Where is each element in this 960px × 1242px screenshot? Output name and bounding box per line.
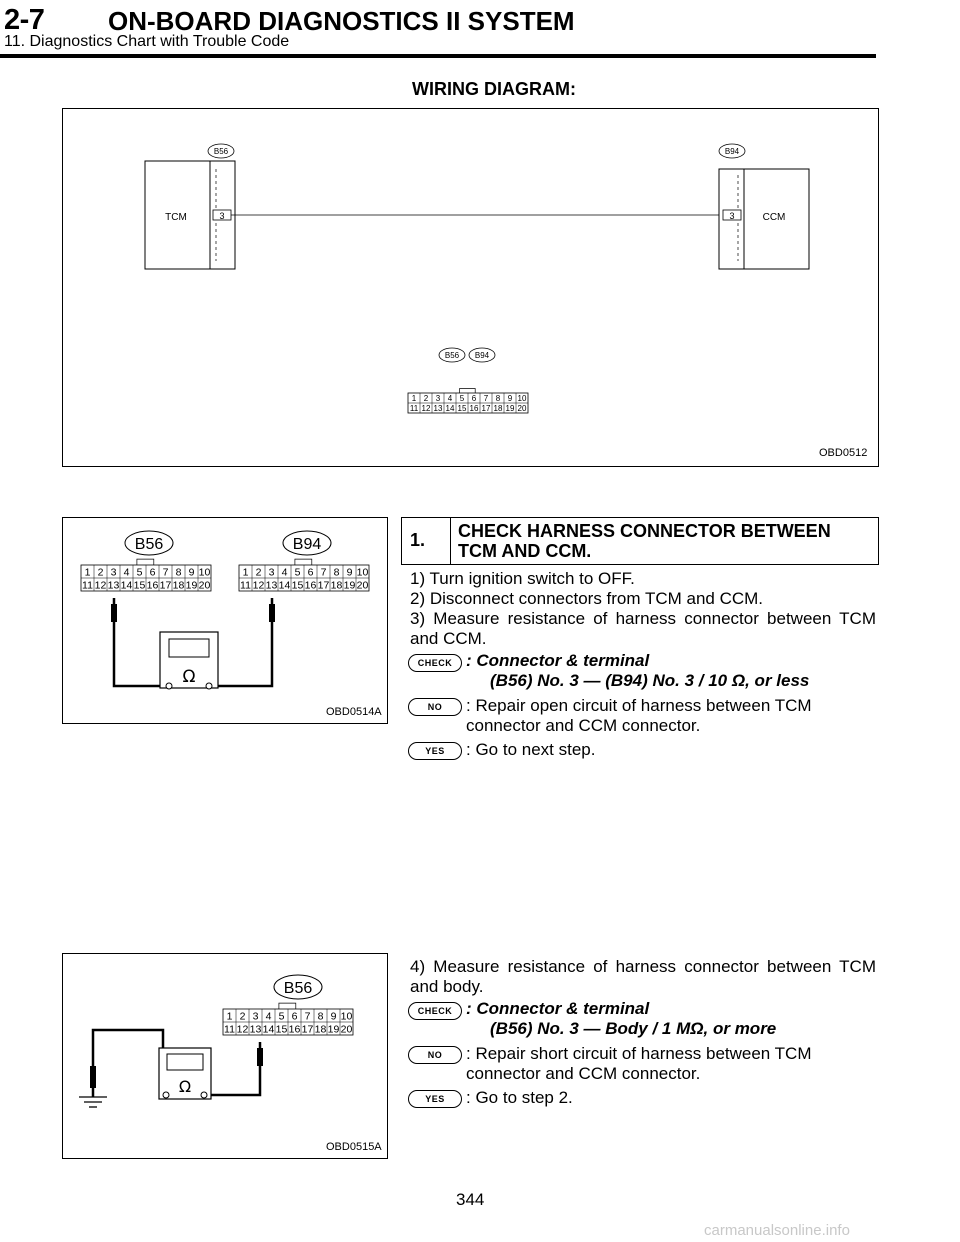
connector-key-tab — [279, 1003, 296, 1009]
pin-number: 15 — [275, 1023, 288, 1036]
pin-number: 1 — [84, 566, 91, 579]
pin-number: 18 — [493, 404, 503, 413]
pin-number: 17 — [301, 1023, 314, 1036]
pin-number: 13 — [249, 1023, 262, 1036]
figure-code: OBD0512 — [819, 447, 868, 459]
ccm-connector-label: B94 — [724, 147, 740, 156]
check-2-line1: : Connector & terminal — [466, 999, 650, 1018]
pin-number: 7 — [162, 566, 169, 579]
connector-b56-label: B56 — [134, 536, 164, 553]
check-badge: CHECK — [408, 654, 462, 672]
check-badge: CHECK — [408, 1002, 462, 1020]
pin-number: 4 — [281, 566, 288, 579]
wiring-diagram-drawing — [63, 109, 878, 466]
pin-number: 16 — [304, 579, 317, 592]
pin-number: 7 — [304, 1010, 311, 1023]
pin-number: 19 — [327, 1023, 340, 1036]
pin-number: 14 — [120, 579, 133, 592]
pin-number: 16 — [469, 404, 479, 413]
pin-number: 18 — [314, 1023, 327, 1036]
pin-number: 3 — [110, 566, 117, 579]
pin-number: 8 — [495, 394, 501, 403]
connector-b94-label: B94 — [292, 536, 322, 553]
pin-number: 1 — [242, 566, 249, 579]
step-divider — [450, 518, 451, 564]
pin-number: 12 — [236, 1023, 249, 1036]
tcm-label: TCM — [165, 212, 187, 223]
pin-number: 3 — [252, 1010, 259, 1023]
figure-code: OBD0514A — [326, 706, 382, 718]
pin-number: 11 — [224, 1023, 235, 1036]
pin-number: 13 — [107, 579, 120, 592]
pin-number: 19 — [185, 579, 198, 592]
step-header — [401, 517, 879, 565]
short-circuit-test-drawing — [63, 954, 387, 1158]
yes-badge: YES — [408, 742, 462, 760]
ohm-symbol: Ω — [182, 667, 196, 687]
legend-connector-b: B94 — [474, 351, 490, 360]
pin-number: 14 — [445, 404, 455, 413]
no-badge: NO — [408, 1046, 462, 1064]
pin-number: 6 — [471, 394, 477, 403]
ccm-pin-label: 3 — [729, 211, 735, 221]
pin-number: 11 — [82, 579, 93, 592]
pin-number: 6 — [149, 566, 156, 579]
pin-number: 13 — [265, 579, 278, 592]
pin-number: 9 — [330, 1010, 337, 1023]
pin-number: 2 — [423, 394, 429, 403]
tcm-pin-label: 3 — [219, 211, 225, 221]
wiring-diagram-heading: WIRING DIAGRAM: — [412, 79, 576, 99]
pin-number: 3 — [268, 566, 275, 579]
continuity-test-drawing — [63, 518, 387, 723]
pin-number: 12 — [94, 579, 107, 592]
connector-key-tab — [137, 559, 154, 565]
ohm-symbol: Ω — [178, 1077, 192, 1096]
pin-number: 15 — [133, 579, 146, 592]
check-1-line1: : Connector & terminal — [466, 651, 650, 670]
pin-number: 5 — [459, 394, 465, 403]
pin-number: 5 — [136, 566, 143, 579]
page-subtitle: 11. Diagnostics Chart with Trouble Code — [4, 33, 290, 50]
pin-number: 17 — [317, 579, 330, 592]
pin-number: 11 — [240, 579, 251, 592]
pin-number: 20 — [198, 579, 211, 592]
pin-number: 10 — [356, 566, 369, 579]
step-title: CHECK HARNESS CONNECTOR BETWEEN TCM AND CCM. — [458, 521, 831, 561]
pin-number: 9 — [507, 394, 513, 403]
yes-2-text: : Go to step 2. — [466, 1088, 573, 1107]
check-1-text — [466, 651, 876, 691]
legend-connector-a: B56 — [444, 351, 460, 360]
connector-b56-pinout — [81, 559, 211, 591]
pin-number: 4 — [447, 394, 453, 403]
pin-number: 6 — [291, 1010, 298, 1023]
short-circuit-test-figure — [62, 953, 388, 1159]
instruction-3: 3) Measure resistance of harness connector between TCM and CCM. — [410, 609, 876, 648]
pin-number: 20 — [340, 1023, 353, 1036]
pin-number: 8 — [333, 566, 340, 579]
section-number: 2-7 — [4, 4, 45, 36]
pin-number: 18 — [172, 579, 185, 592]
pin-number: 16 — [146, 579, 159, 592]
pin-number: 12 — [252, 579, 265, 592]
connector-key-tab — [460, 389, 476, 394]
check-2-text — [466, 999, 876, 1039]
no-1-text: : Repair open circuit of harness between TCM connector and CCM connector. — [466, 696, 812, 735]
pin-number: 10 — [198, 566, 211, 579]
pin-number: 11 — [409, 404, 419, 413]
yes-badge: YES — [408, 1090, 462, 1108]
watermark: carmanualsonline.info — [704, 1222, 850, 1239]
page-title: ON-BOARD DIAGNOSTICS II SYSTEM — [108, 6, 575, 36]
page-number: 344 — [456, 1190, 485, 1209]
check-1-line2: (B56) No. 3 — (B94) No. 3 / 10 Ω, or less — [490, 671, 810, 690]
legend-connector-pinout — [408, 389, 528, 414]
pin-number: 5 — [278, 1010, 285, 1023]
continuity-test-figure — [62, 517, 388, 724]
pin-number: 6 — [307, 566, 314, 579]
instruction-2: 2) Disconnect connectors from TCM and CCM. — [410, 589, 764, 608]
pin-number: 1 — [411, 394, 417, 403]
wiring-diagram-figure — [62, 108, 879, 467]
pin-number: 17 — [481, 404, 491, 413]
pin-number: 19 — [505, 404, 515, 413]
pin-number: 19 — [343, 579, 356, 592]
instruction-1: 1) Turn ignition switch to OFF. — [410, 569, 635, 588]
pin-number: 10 — [517, 394, 527, 403]
tcm-connector-label: B56 — [213, 147, 229, 156]
pin-number: 7 — [483, 394, 489, 403]
pin-number: 5 — [294, 566, 301, 579]
pin-number: 20 — [517, 404, 527, 413]
pin-number: 9 — [346, 566, 353, 579]
instruction-4: 4) Measure resistance of harness connector between TCM and body. — [410, 957, 876, 996]
connector-key-tab — [295, 559, 312, 565]
pin-number: 16 — [288, 1023, 301, 1036]
connector-b56-label: B56 — [283, 980, 313, 997]
no-2-text: : Repair short circuit of harness between TCM connector and CCM connector. — [466, 1044, 812, 1083]
pin-number: 3 — [435, 394, 441, 403]
pin-number: 14 — [278, 579, 291, 592]
pin-number: 7 — [320, 566, 327, 579]
ccm-label: CCM — [762, 212, 786, 223]
pin-number: 4 — [123, 566, 130, 579]
connector-b94-pinout — [239, 559, 369, 591]
connector-b56-pinout — [223, 1003, 353, 1035]
header-rule — [0, 54, 876, 58]
pin-number: 13 — [433, 404, 443, 413]
pin-number: 4 — [265, 1010, 272, 1023]
yes-1-text: : Go to next step. — [466, 740, 596, 759]
pin-number: 2 — [239, 1010, 246, 1023]
pin-number: 17 — [159, 579, 172, 592]
pin-number: 1 — [226, 1010, 233, 1023]
pin-number: 20 — [356, 579, 369, 592]
pin-number: 12 — [421, 404, 431, 413]
pin-number: 18 — [330, 579, 343, 592]
pin-number: 15 — [457, 404, 467, 413]
pin-number: 15 — [291, 579, 304, 592]
pin-number: 9 — [188, 566, 195, 579]
no-badge: NO — [408, 698, 462, 716]
step-number: 1. — [410, 530, 426, 550]
pin-number: 14 — [262, 1023, 275, 1036]
pin-number: 8 — [175, 566, 182, 579]
pin-number: 2 — [97, 566, 104, 579]
pin-number: 2 — [255, 566, 262, 579]
pin-number: 10 — [340, 1010, 353, 1023]
check-2-line2: (B56) No. 3 — Body / 1 MΩ, or more — [490, 1019, 777, 1038]
figure-code: OBD0515A — [326, 1141, 382, 1153]
pin-number: 8 — [317, 1010, 324, 1023]
